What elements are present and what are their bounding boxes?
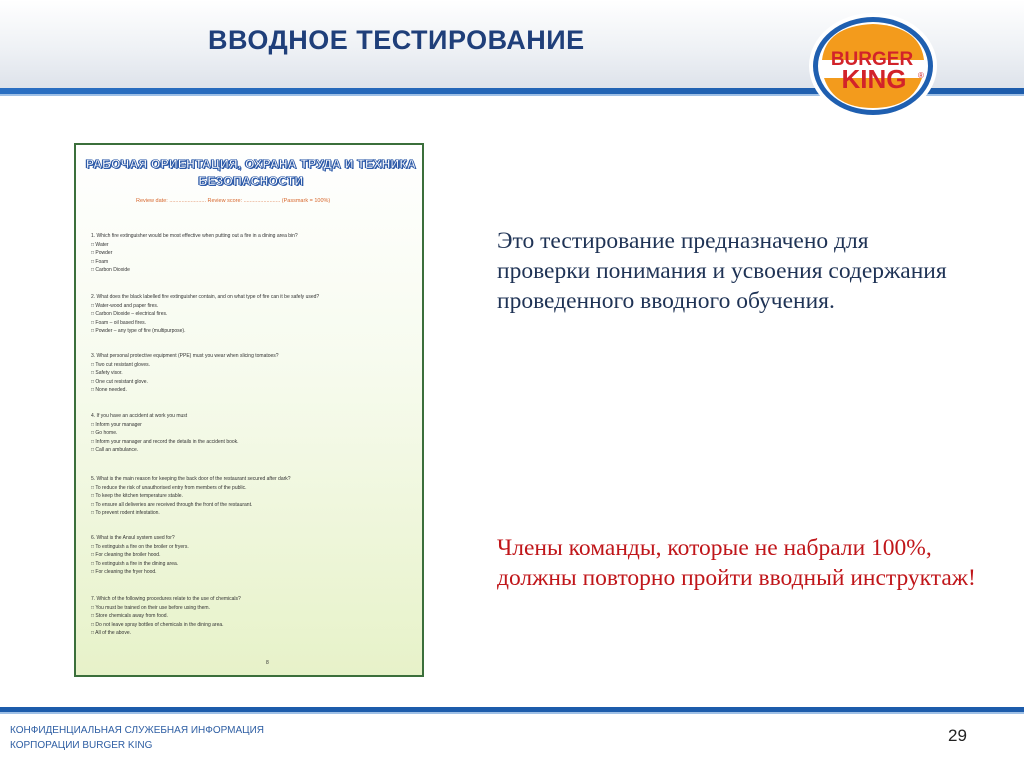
- question-text: 4. If you have an accident at work you must: [91, 413, 188, 419]
- question-6: [91, 534, 189, 577]
- logo-line1: BURGER: [830, 49, 914, 70]
- question-2: [91, 293, 319, 336]
- question-text: 1. Which fire extinguisher would be most effective when putting out a fire in a dining area bin?: [91, 233, 298, 239]
- answer-option: □ None needed.: [91, 386, 279, 395]
- document-title-line1: РАБОЧАЯ ОРИЕНТАЦИЯ, ОХРАНА ТРУДА И ТЕХНИКА: [85, 157, 417, 171]
- answer-option: □ Store chemicals away from food.: [91, 612, 241, 621]
- answer-option: □ For cleaning the broiler hood.: [91, 551, 189, 560]
- answer-option: □ Foam – oil based fires.: [91, 319, 319, 328]
- answer-option: □ Carbon Dioxide: [91, 266, 298, 275]
- answer-option: □ To extinguish a fire in the dining area.: [91, 560, 189, 569]
- footer-confidential-line2: КОРПОРАЦИИ BURGER KING: [10, 740, 153, 751]
- answer-option: □ Inform your manager and record the details in the accident book.: [91, 438, 239, 447]
- answer-option: □ One cut resistant glove.: [91, 378, 279, 387]
- question-text: 7. Which of the following procedures relate to the use of chemicals?: [91, 596, 241, 602]
- footer-confidential-line1: КОНФИДЕНЦИАЛЬНАЯ СЛУЖЕБНАЯ ИНФОРМАЦИЯ: [10, 725, 264, 736]
- answer-option: □ Two cut resistant gloves.: [91, 361, 279, 370]
- question-text: 3. What personal protective equipment (PPE) must you wear when slicing tomatoes?: [91, 353, 279, 359]
- questionnaire-document: [74, 143, 424, 677]
- question-7: [91, 595, 241, 638]
- slide-number: 29: [948, 726, 967, 745]
- answer-option: □ To keep the kitchen temperature stable.: [91, 492, 291, 501]
- answer-option: □ Do not leave spray bottles of chemicals in the dining area.: [91, 621, 241, 630]
- question-3: [91, 352, 279, 395]
- burger-king-logo: [808, 12, 938, 120]
- logo-line2: KING: [841, 64, 907, 94]
- answer-option: □ To reduce the risk of unauthorised entry from members of the public.: [91, 484, 291, 493]
- answer-option: □ Water: [91, 241, 298, 250]
- answer-option: □ To ensure all deliveries are received through the front of the restaurant.: [91, 501, 291, 510]
- question-text: 2. What does the black labelled fire extinguisher contain, and on what type of fire can it be safely used?: [91, 294, 320, 300]
- answer-option: □ Powder – any type of fire (multipurpose).: [91, 327, 319, 336]
- answer-option: □ Carbon Dioxide – electrical fires.: [91, 310, 319, 319]
- answer-option: □ Go home.: [91, 429, 239, 438]
- answer-option: □ All of the above.: [91, 629, 241, 638]
- document-review-line: Review date: ........................ Review score: ........................ (Passmark = 100%): [136, 198, 331, 204]
- question-1: [91, 232, 298, 275]
- answer-option: □ For cleaning the fryer hood.: [91, 568, 189, 577]
- question-text: 6. What is the Ansul system used for?: [91, 535, 175, 541]
- question-5: [91, 475, 291, 518]
- answer-option: □ To prevent rodent infestation.: [91, 509, 291, 518]
- answer-option: □ Powder: [91, 249, 298, 258]
- description-paragraph: Это тестирование предназначено для проверки понимания и усвоения содержания проведенного вводного обучения.: [497, 228, 947, 314]
- question-text: 5. What is the main reason for keeping the back door of the restaurant secured after dark?: [91, 476, 291, 482]
- answer-option: □ Safety visor.: [91, 369, 279, 378]
- question-4: [91, 412, 239, 455]
- warning-paragraph: Члены команды, которые не набрали 100%, должны повторно пройти вводный инструктаж!: [497, 535, 976, 591]
- answer-option: □ Foam: [91, 258, 298, 267]
- slide-title: ВВОДНОЕ ТЕСТИРОВАНИЕ: [208, 25, 585, 55]
- answer-option: □ Water-wood and paper fires.: [91, 302, 319, 311]
- logo-registered-mark: ®: [918, 71, 924, 80]
- document-title-line2: БЕЗОПАСНОСТИ: [198, 174, 304, 188]
- answer-option: □ To extinguish a fire on the broiler or fryers.: [91, 543, 189, 552]
- answer-option: □ Inform your manager: [91, 421, 239, 430]
- answer-option: □ Call an ambulance.: [91, 446, 239, 455]
- footer-divider-light: [0, 712, 1024, 714]
- document-page-number: 8: [266, 660, 269, 666]
- answer-option: □ You must be trained on their use before using them.: [91, 604, 241, 613]
